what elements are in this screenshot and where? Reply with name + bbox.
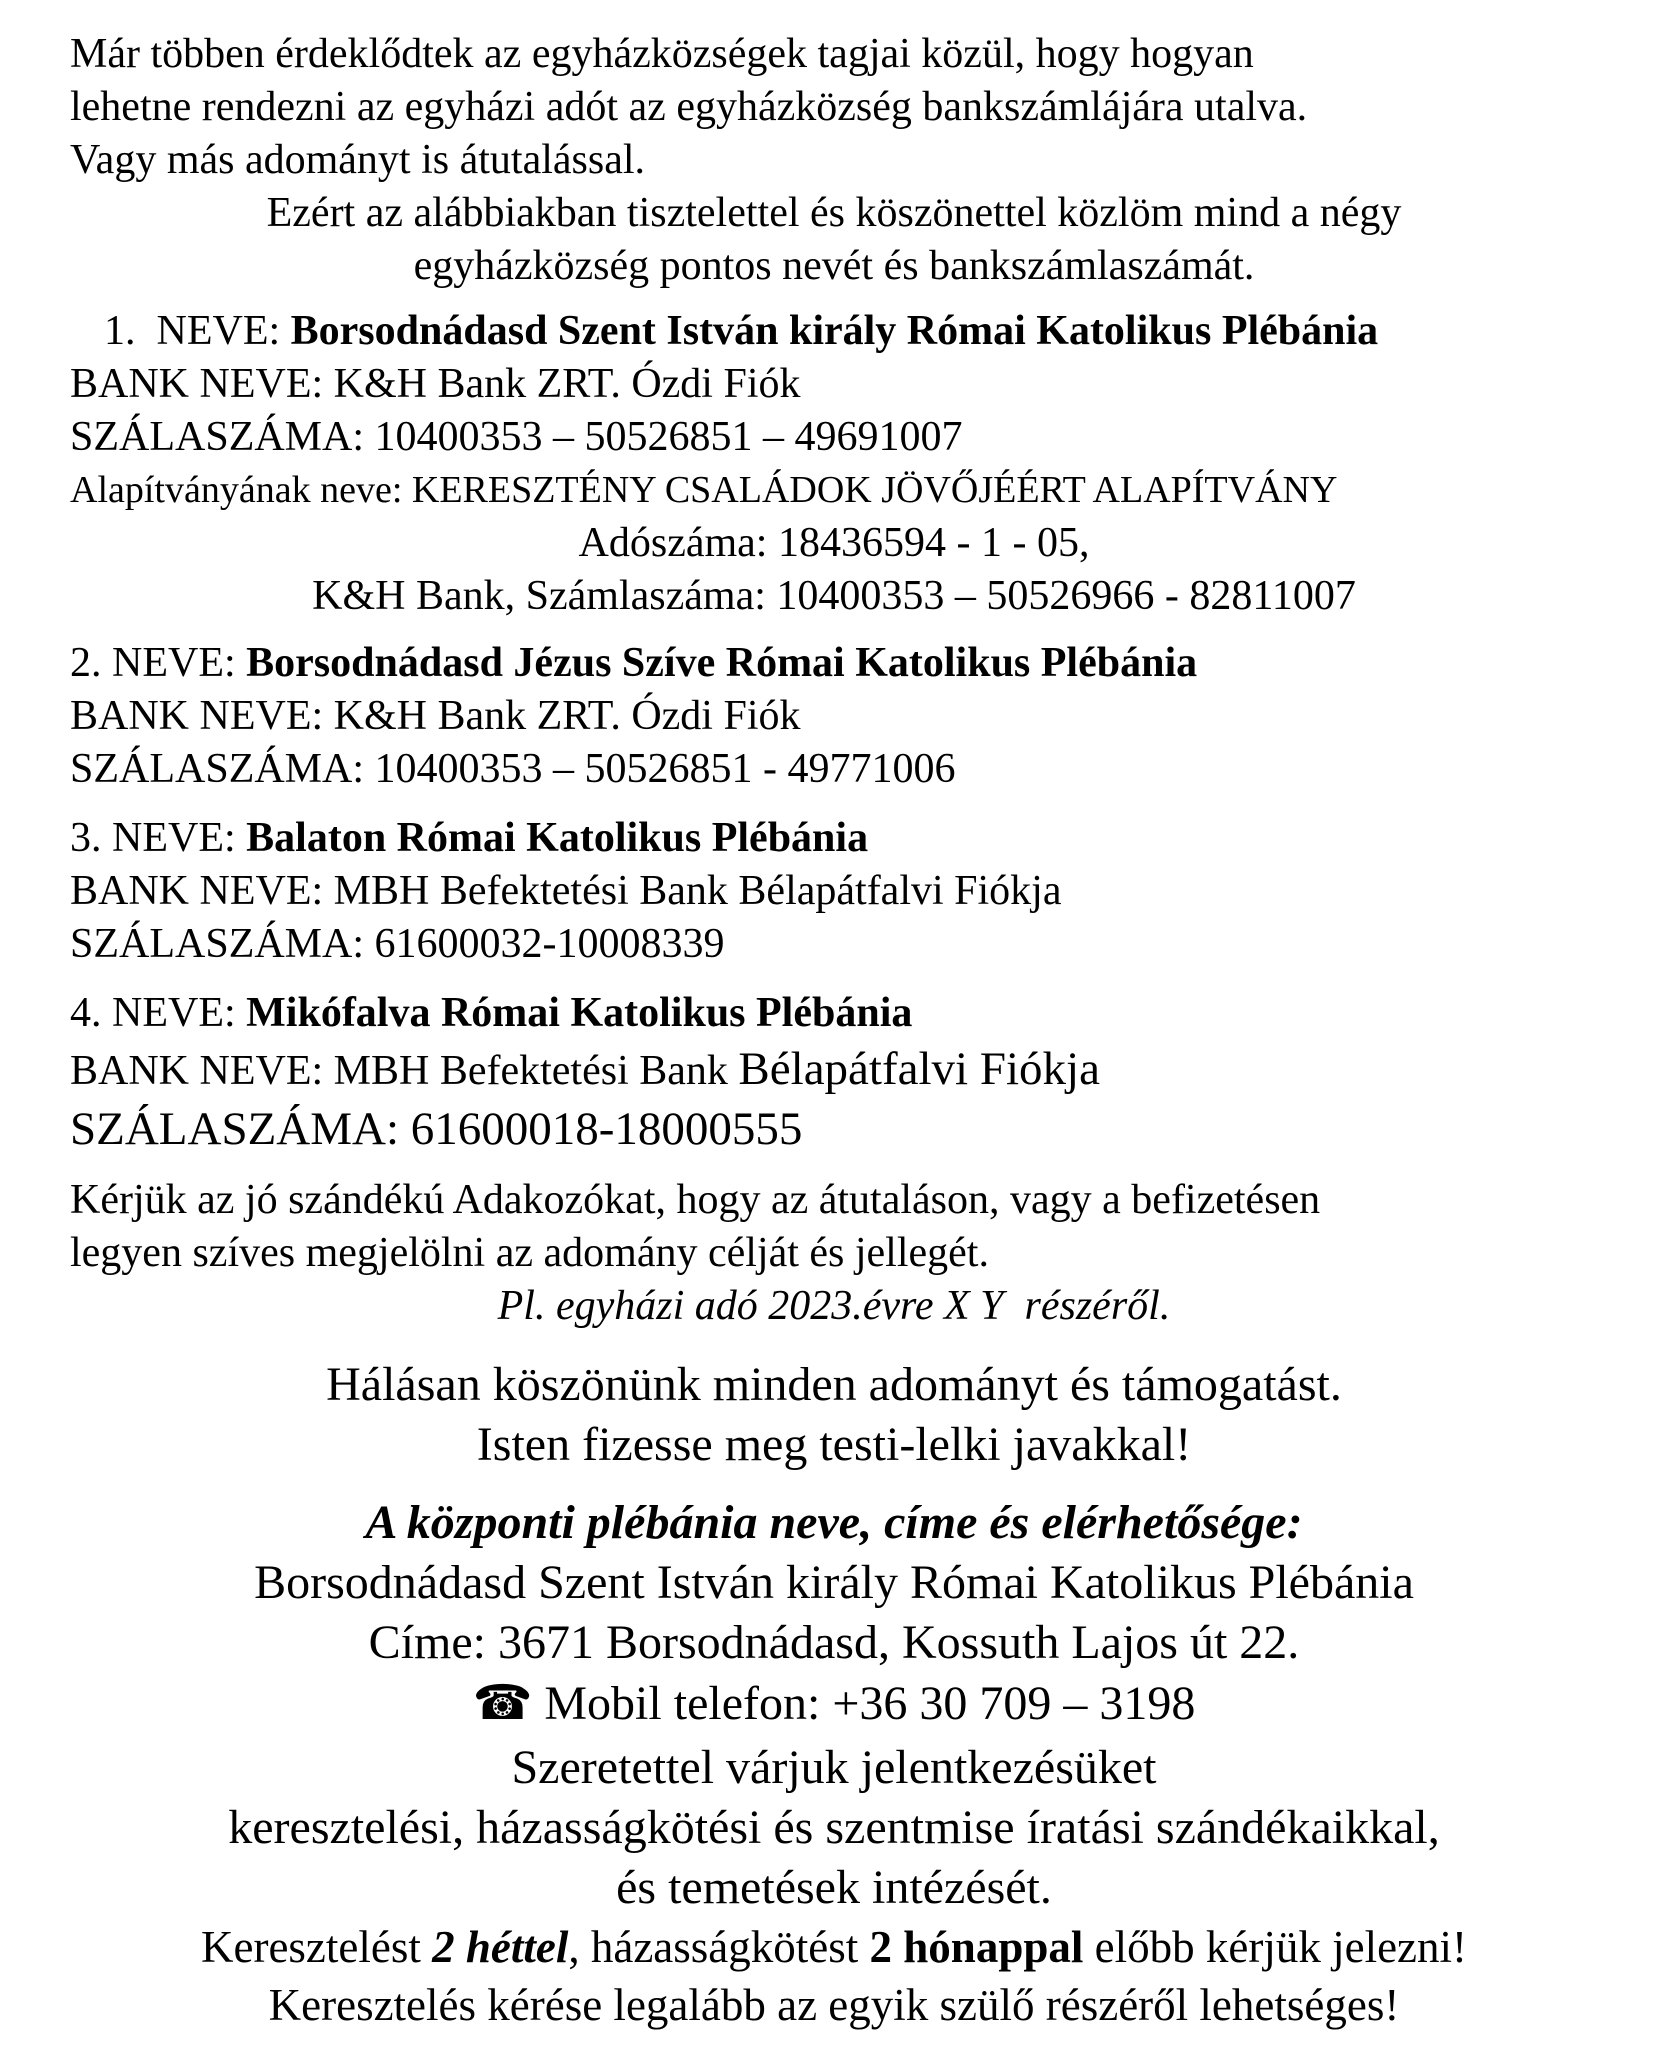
closing-line-5: Keresztelés kérése legalább az egyik szülő részéről lehetséges! <box>268 1980 1400 2030</box>
closing-line-3: és temetések intézését. <box>616 1861 1052 1914</box>
closing-line-1: Szeretettel várjuk jelentkezésüket <box>511 1741 1157 1794</box>
parish-3-number-label: 3. NEVE: <box>70 815 247 861</box>
thanks-block <box>70 1355 1598 1475</box>
central-parish-block <box>70 1493 1598 1734</box>
parish-4-name: Mikófalva Római Katolikus Plébánia <box>246 990 913 1036</box>
intro-line-4: Ezért az alábbiakban tisztelettel és köszönettel közlöm mind a négy <box>266 190 1402 236</box>
foundation-tax-line: Adószáma: 18436594 - 1 - 05, <box>578 520 1090 566</box>
parish-1-block <box>70 305 1598 623</box>
notice-months: 2 hónappal <box>869 1922 1084 1972</box>
parish-1-name: Borsodnádasd Szent István király Római Katolikus Plébánia <box>290 308 1379 354</box>
parish-3-bank-line: BANK NEVE: MBH Befektetési Bank Bélapátfalvi Fiókja <box>70 868 1062 914</box>
parish-3-account-line: SZÁLASZÁMA: 61600032-10008339 <box>70 921 725 967</box>
telephone-icon: ☎ <box>472 1675 533 1731</box>
parish-2-bank-line: BANK NEVE: K&H Bank ZRT. Ózdi Fiók <box>70 693 801 739</box>
parish-2-number-label: 2. NEVE: <box>70 640 247 686</box>
phone-text: Mobil telefon: +36 30 709 – 3198 <box>544 1677 1196 1730</box>
parish-1-bank-line: BANK NEVE: K&H Bank ZRT. Ózdi Fiók <box>70 361 801 407</box>
parish-1-account-line: SZÁLASZÁMA: 10400353 – 50526851 – 49691007 <box>70 414 963 460</box>
intro-line-5: egyházközség pontos nevét és bankszámlaszámát. <box>413 243 1255 289</box>
parish-3-name: Balaton Római Katolikus Plébánia <box>246 815 869 861</box>
parish-4-account-line: SZÁLASZÁMA: 61600018-18000555 <box>70 1103 803 1155</box>
parish-4-block <box>70 987 1598 1158</box>
phone-line <box>70 1673 1598 1734</box>
intro-line-2: lehetne rendezni az egyházi adót az egyházközség bankszámlájára utalva. <box>70 84 1308 130</box>
closing-line-2: keresztelési, házasságkötési és szentmise íratási szándékaikkal, <box>228 1801 1440 1854</box>
donation-note-line-2: legyen szíves megjelölni az adomány célját és jellegét. <box>70 1230 989 1276</box>
central-address: Címe: 3671 Borsodnádasd, Kossuth Lajos út 22. <box>368 1616 1300 1669</box>
parish-3-name-line <box>70 812 1598 865</box>
parish-1-name-line <box>70 305 1598 358</box>
central-heading: A központi plébánia neve, címe és elérhetősége: <box>365 1496 1303 1549</box>
parish-4-name-line <box>70 987 1598 1040</box>
donation-note-block <box>70 1174 1598 1333</box>
parish-4-number-label: 4. NEVE: <box>70 990 247 1036</box>
parish-2-name-line <box>70 637 1598 690</box>
notice-post: előbb kérjük jelezni! <box>1083 1922 1468 1972</box>
thanks-line-2: Isten fizesse meg testi-lelki javakkal! <box>476 1418 1192 1471</box>
parish-4-bank-line <box>70 1040 1598 1100</box>
donation-example-line: Pl. egyházi adó 2023.évre X Y részéről. <box>497 1283 1171 1329</box>
notice-mid: , házasságkötést <box>568 1922 870 1972</box>
parish-4-bank-prefix: BANK NEVE: MBH Befektetési Bank <box>70 1048 739 1094</box>
parish-2-block <box>70 637 1598 796</box>
parish-4-bank-branch: Bélapátfalvi Fiókja <box>738 1043 1100 1095</box>
parish-3-block <box>70 812 1598 971</box>
intro-line-3: Vagy más adományt is átutalással. <box>70 137 646 183</box>
thanks-line-1: Hálásan köszönünk minden adományt és támogatást. <box>326 1358 1342 1411</box>
parish-1-number-label: 1. NEVE: <box>104 308 291 354</box>
foundation-name-line: Alapítványának neve: KERESZTÉNY CSALÁDOK JÖVŐJÉÉRT ALAPÍTVÁNY <box>70 469 1338 511</box>
closing-notice-line <box>70 1918 1598 1976</box>
intro-paragraph <box>70 28 1598 293</box>
central-parish-name: Borsodnádasd Szent István király Római Katolikus Plébánia <box>254 1556 1414 1609</box>
parish-2-name: Borsodnádasd Jézus Szíve Római Katolikus Plébánia <box>246 640 1198 686</box>
foundation-account-line: K&H Bank, Számlaszáma: 10400353 – 50526966 - 82811007 <box>312 573 1356 619</box>
closing-block <box>70 1738 1598 2034</box>
donation-note-line-1: Kérjük az jó szándékú Adakozókat, hogy az átutaláson, vagy a befizetésen <box>70 1177 1321 1223</box>
notice-weeks: 2 héttel <box>432 1922 569 1972</box>
intro-line-1: Már többen érdeklődtek az egyházközségek tagjai közül, hogy hogyan <box>70 31 1254 77</box>
notice-pre: Keresztelést <box>200 1922 433 1972</box>
parish-2-account-line: SZÁLASZÁMA: 10400353 – 50526851 - 49771006 <box>70 746 956 792</box>
